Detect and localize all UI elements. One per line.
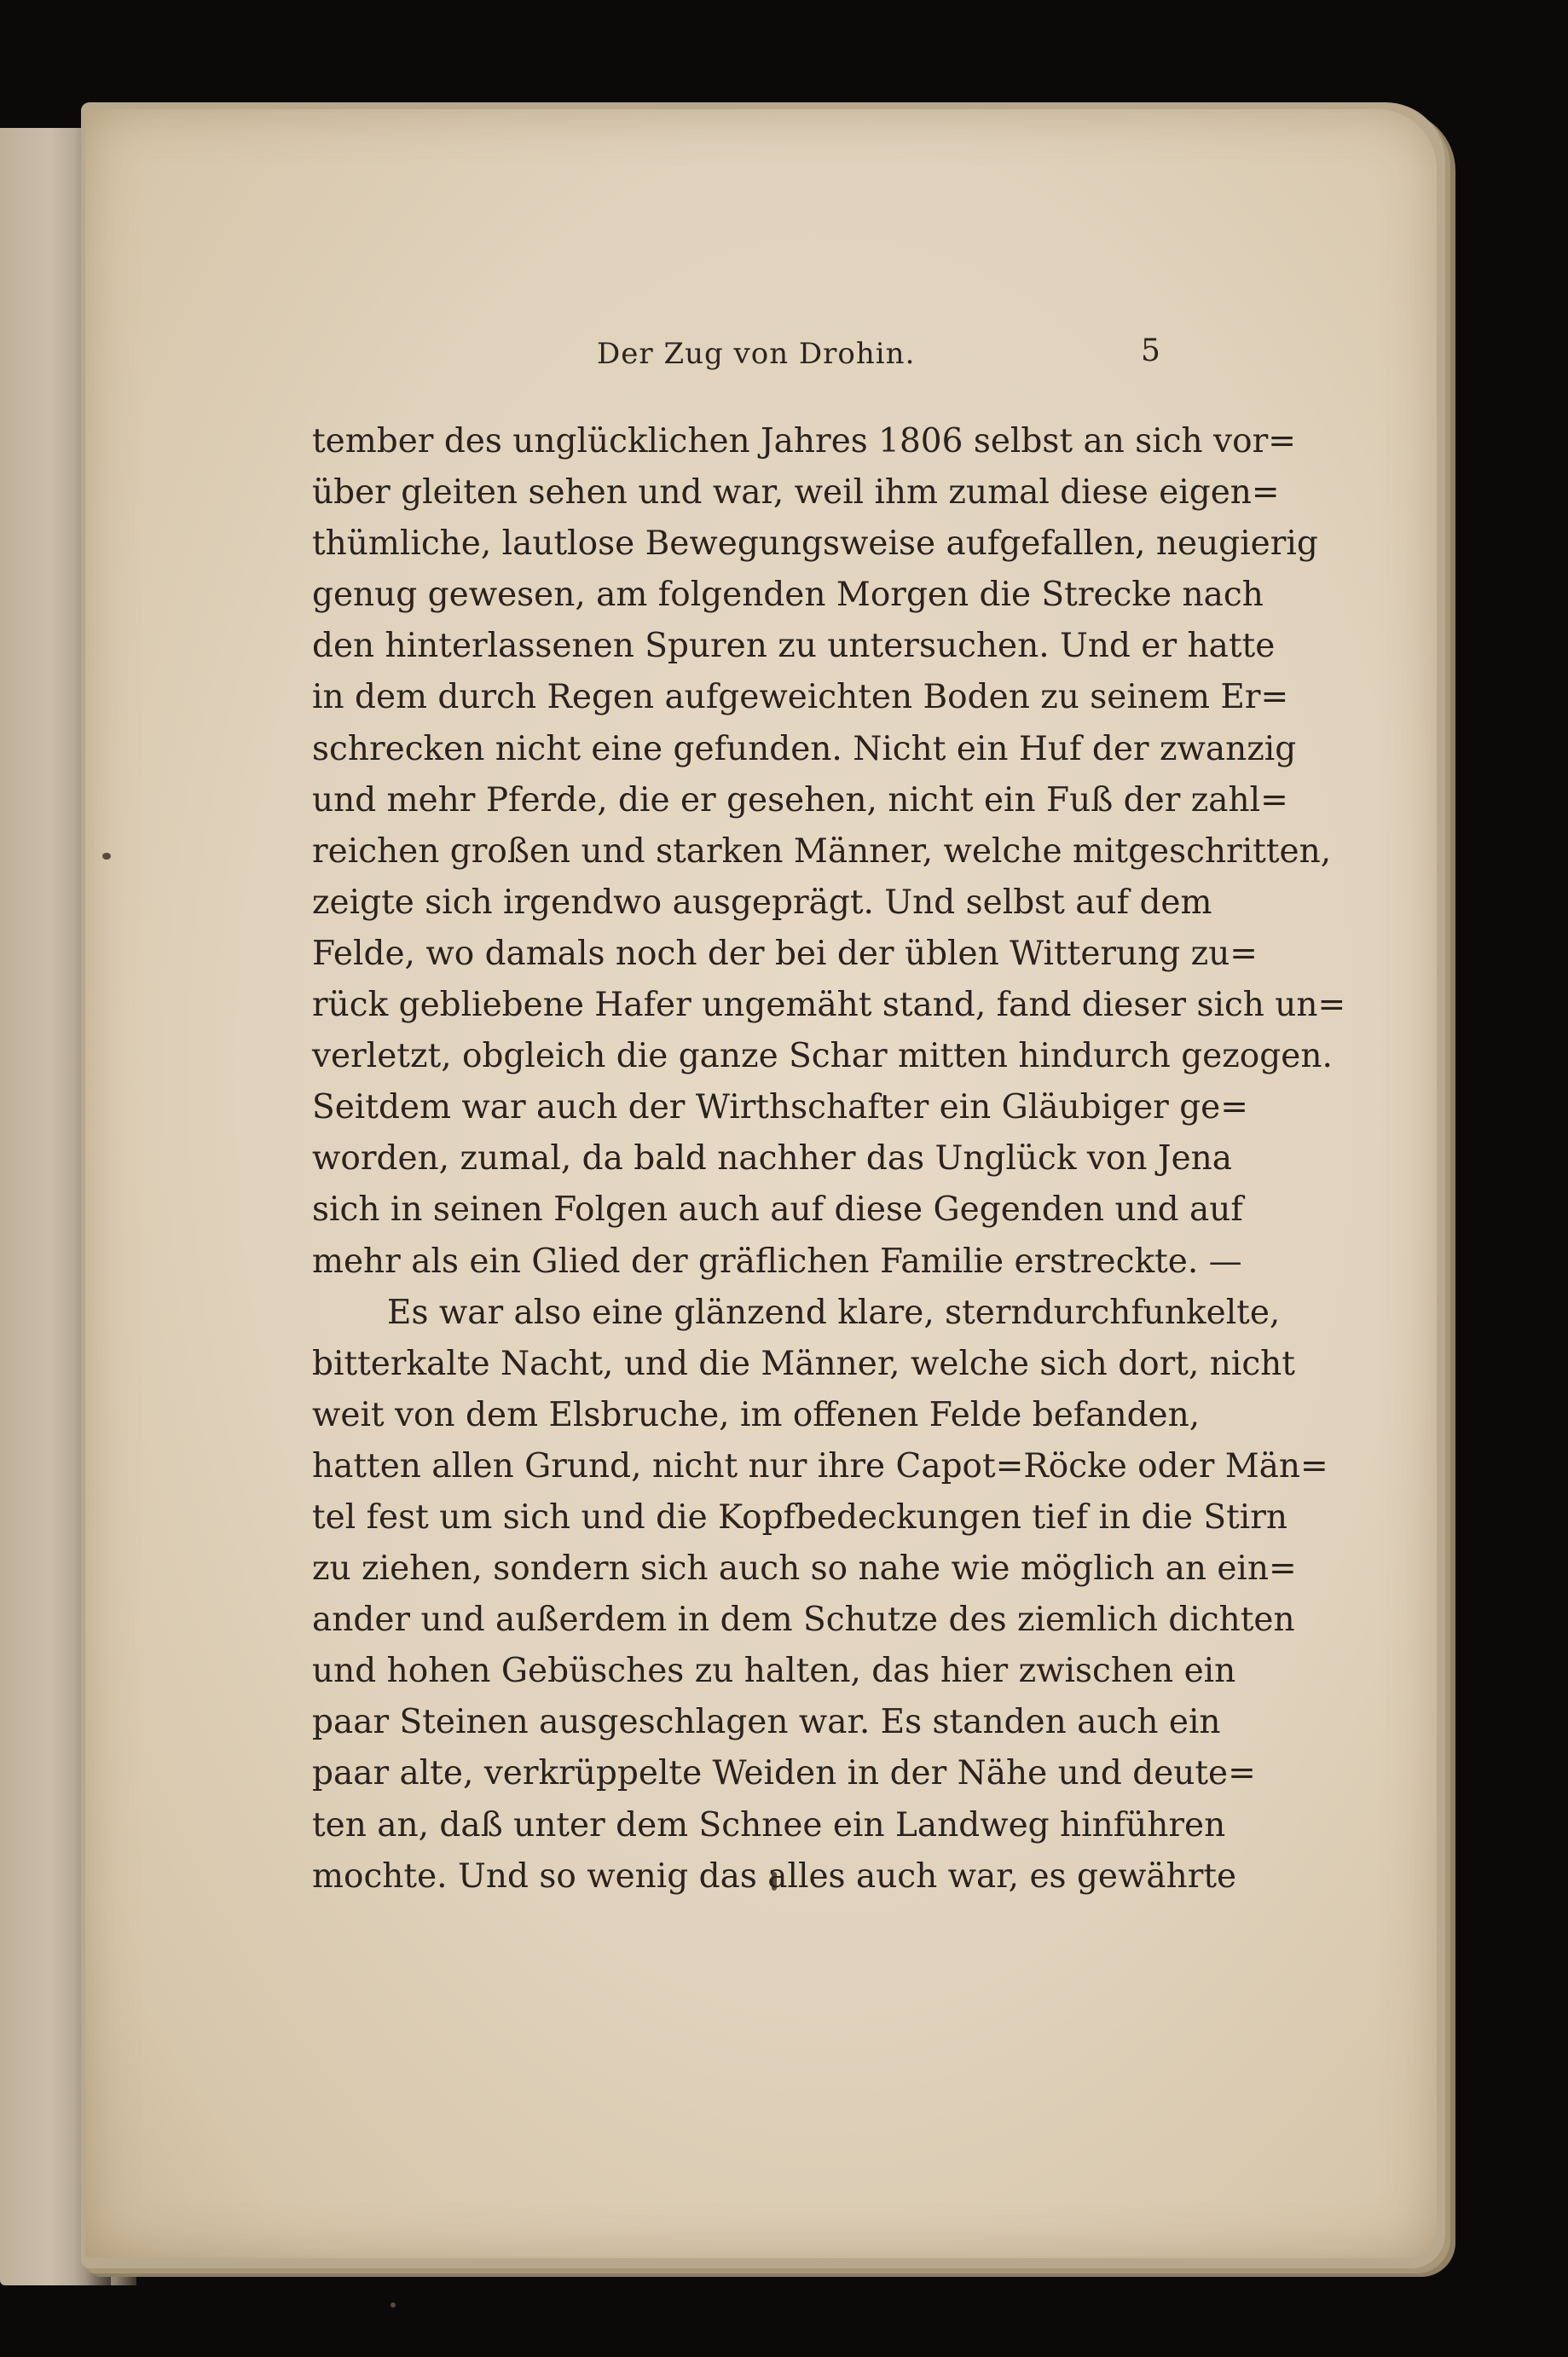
page-number: 5	[1141, 333, 1160, 368]
paper-speck	[102, 853, 111, 860]
text-line: ten an, daß unter dem Schnee ein Landweg hinführen	[312, 1805, 1226, 1844]
text-line: schrecken nicht eine gefunden. Nicht ein Huf der zwanzig	[312, 729, 1297, 768]
text-line: und hohen Gebüsches zu halten, das hier zwischen ein	[312, 1652, 1236, 1691]
text-line: Felde, wo damals noch der bei der üblen Witterung zu=	[312, 934, 1258, 973]
text-line: bitterkalte Nacht, und die Männer, welche sich dort, nicht	[312, 1344, 1295, 1383]
paper-speck	[391, 2302, 396, 2308]
text-line: paar alte, verkrüppelte Weiden in der Nähe und deute=	[312, 1754, 1256, 1793]
running-head	[0, 333, 1568, 379]
text-line: Es war also eine glänzend klare, sterndurchfunkelte,	[387, 1293, 1281, 1332]
text-line: rück gebliebene Hafer ungemäht stand, fand dieser sich un=	[312, 986, 1346, 1025]
text-line: weit von dem Elsbruche, im offenen Felde befanden,	[312, 1395, 1201, 1434]
text-line: den hinterlassenen Spuren zu untersuchen. Und er hatte	[312, 627, 1276, 666]
text-line: mochte. Und so wenig das alles auch war, es gewährte	[312, 1856, 1237, 1896]
text-line: ander und außerdem in dem Schutze des ziemlich dichten	[312, 1601, 1295, 1640]
text-line: verletzt, obgleich die ganze Schar mitten hindurch gezogen.	[312, 1037, 1333, 1076]
body-text	[312, 416, 1346, 1902]
text-line: paar Steinen ausgeschlagen war. Es standen auch ein	[312, 1703, 1221, 1742]
text-line: und mehr Pferde, die er gesehen, nicht ein Fuß der zahl=	[312, 780, 1288, 819]
text-line: tel fest um sich und die Kopfbedeckungen tief in die Stirn	[312, 1497, 1287, 1537]
text-line: über gleiten sehen und war, weil ihm zumal diese eigen=	[312, 473, 1280, 513]
text-line: zeigte sich irgendwo ausgeprägt. Und selbst auf dem	[312, 883, 1212, 922]
text-line: reichen großen und starken Männer, welche mitgeschritten,	[312, 831, 1332, 871]
text-line: genug gewesen, am folgenden Morgen die Strecke nach	[312, 576, 1264, 615]
text-line: Seitdem war auch der Wirthschafter ein Gläubiger ge=	[312, 1088, 1248, 1127]
running-head-title: Der Zug von Drohin.	[597, 337, 916, 371]
text-line: hatten allen Grund, nicht nur ihre Capot=Röcke oder Män=	[312, 1446, 1328, 1485]
text-line: tember des unglücklichen Jahres 1806 selbst an sich vor=	[312, 422, 1296, 460]
text-line: mehr als ein Glied der gräflichen Familie erstreckte. —	[312, 1242, 1242, 1281]
text-line: in dem durch Regen aufgeweichten Boden zu seinem Er=	[312, 678, 1289, 717]
text-line: zu ziehen, sondern sich auch so nahe wie möglich an ein=	[312, 1549, 1297, 1589]
text-line: thümliche, lautlose Bewegungsweise aufgefallen, neugierig	[312, 524, 1318, 564]
text-line: worden, zumal, da bald nachher das Unglück von Jena	[312, 1139, 1233, 1178]
text-line: sich in seinen Folgen auch auf diese Gegenden und auf	[312, 1190, 1243, 1230]
